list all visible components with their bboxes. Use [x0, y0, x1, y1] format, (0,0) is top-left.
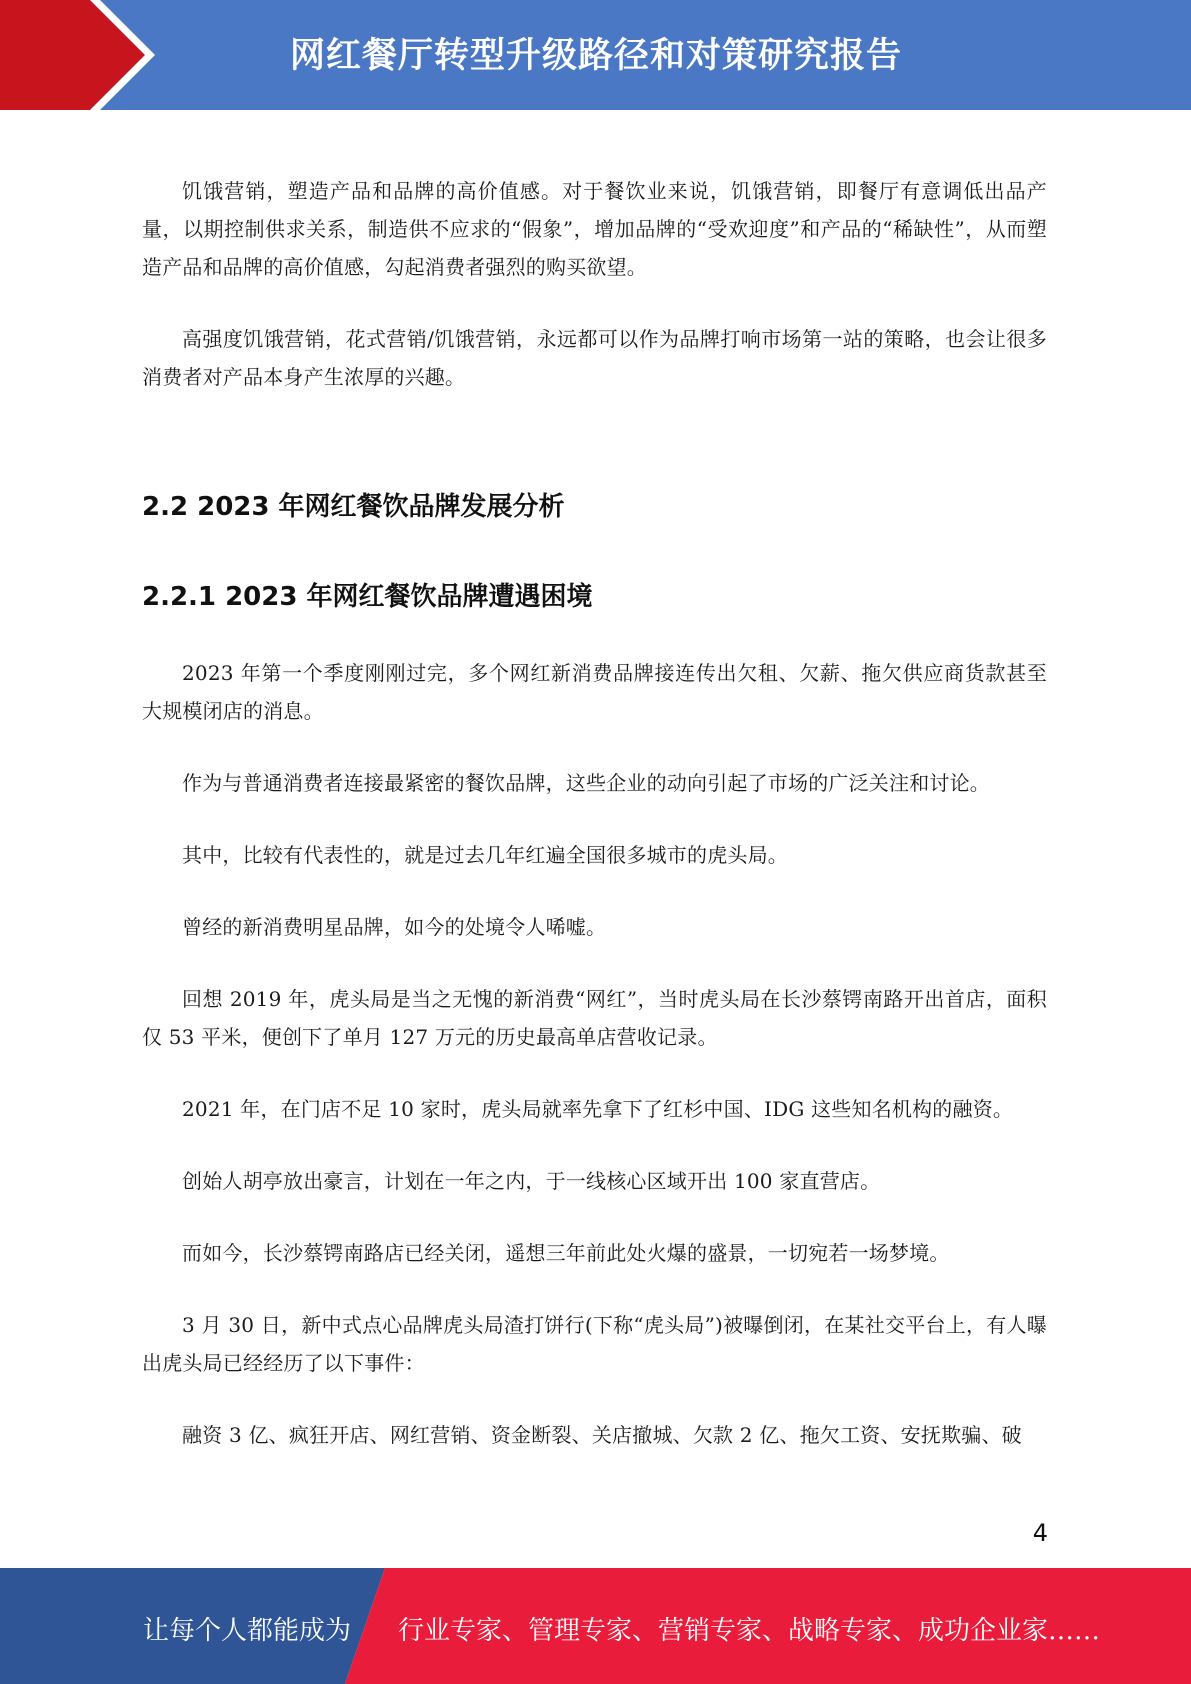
paragraph: 融资 3 亿、疯狂开店、网红营销、资金断裂、关店撤城、欠款 2 亿、拖欠工资、安抚欺骗、破 [182, 1423, 1022, 1447]
paragraph: 其中，比较有代表性的，就是过去几年红遍全国很多城市的虎头局。 [182, 843, 788, 867]
paragraph: 作为与普通消费者连接最紧密的餐饮品牌，这些企业的动向引起了市场的广泛关注和讨论。 [182, 771, 990, 795]
footer-banner [0, 1568, 1191, 1684]
paragraph: 而如今，长沙蔡锷南路店已经关闭，遥想三年前此处火爆的盛景，一切宛若一场梦境。 [182, 1241, 950, 1265]
report-title: 网红餐厅转型升级路径和对策研究报告 [290, 36, 903, 76]
paragraph: 曾经的新消费明星品牌，如今的处境令人唏嘘。 [182, 915, 607, 939]
paragraph: 饥饿营销，塑造产品和品牌的高价值感。对于餐饮业来说，饥饿营销，即餐厅有意调低出品产量，以期控制供求关系，制造供不应求的“假象”，增加品牌的“受欢迎度”和产品的“稀缺性”，从而塑造产品和品牌的高价值感，勾起消费者强烈的购买欲望。 [142, 179, 1047, 279]
footer-slogan-right: 行业专家、管理专家、营销专家、战略专家、成功企业家…… [398, 1616, 1101, 1646]
paragraph: 3 月 30 日，新中式点心品牌虎头局渣打饼行(下称“虎头局”)被曝倒闭，在某社交平台上，有人曝出虎头局已经经历了以下事件： [142, 1313, 1047, 1375]
page-number: 4 [1032, 1519, 1048, 1547]
section-heading: 2.2 2023 年网红餐饮品牌发展分析 [142, 492, 565, 522]
subsection-heading: 2.2.1 2023 年网红餐饮品牌遭遇困境 [142, 582, 593, 612]
body-content-top [142, 172, 1047, 430]
header-banner [0, 0, 1191, 110]
paragraph: 2021 年，在门店不足 10 家时，虎头局就率先拿下了红杉中国、IDG 这些知名机构的融资。 [182, 1097, 1014, 1121]
paragraph: 2023 年第一个季度刚刚过完，多个网红新消费品牌接连传出欠租、欠薪、拖欠供应商货款甚至大规模闭店的消息。 [142, 661, 1047, 723]
paragraph: 创始人胡亭放出豪言，计划在一年之内，于一线核心区域开出 100 家直营店。 [182, 1169, 881, 1193]
body-content-main [142, 654, 1047, 1488]
paragraph: 高强度饥饿营销，花式营销/饥饿营销，永远都可以作为品牌打响市场第一站的策略，也会让很多消费者对产品本身产生浓厚的兴趣。 [142, 327, 1047, 389]
footer-slogan-left: 让每个人都能成为 [143, 1616, 352, 1646]
paragraph: 回想 2019 年，虎头局是当之无愧的新消费“网红”，当时虎头局在长沙蔡锷南路开出首店，面积仅 53 平米，便创下了单月 127 万元的历史最高单店营收记录。 [142, 987, 1047, 1049]
